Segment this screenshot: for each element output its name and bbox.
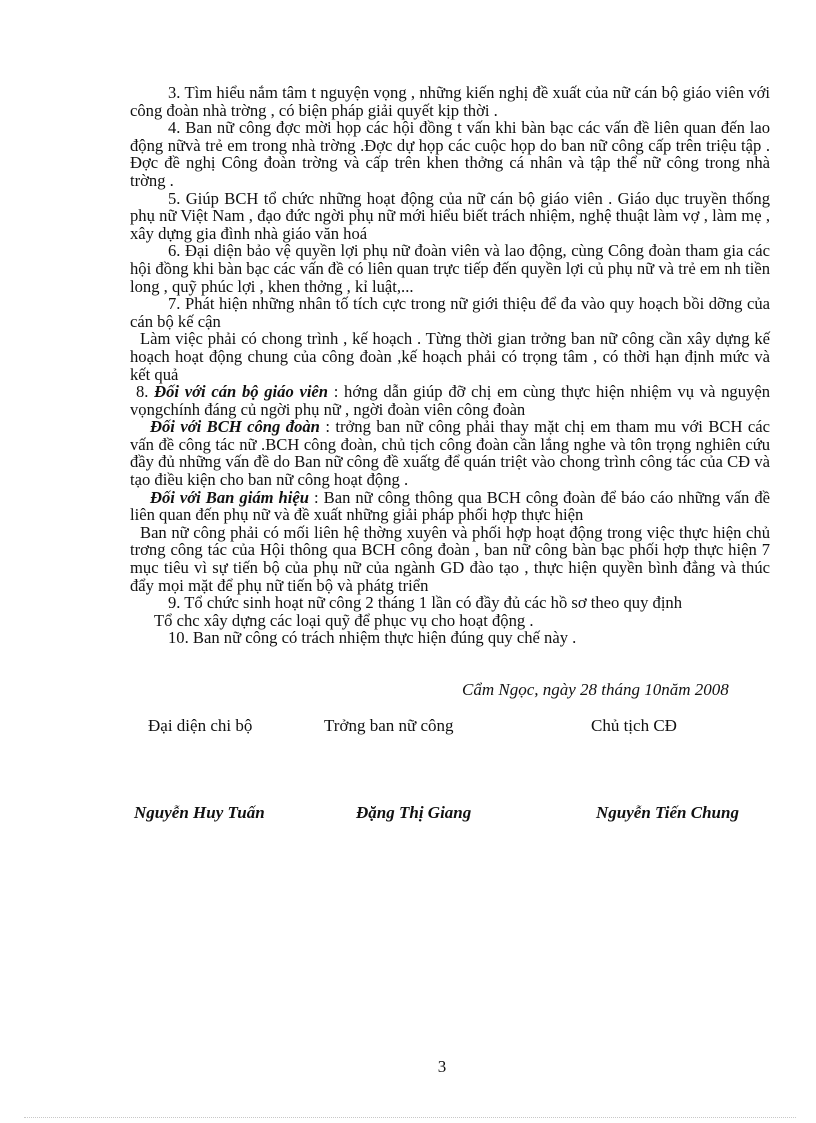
paragraph-item-4	[130, 119, 770, 189]
paragraph-text: Làm việc phải có chong trình , kế hoạch . Từng thời gian trởng ban nữ công cần xây dựng kế hoạch hoạt động chung của công đoàn ,kế hoạch phải có trọng tâm , có thời hạn định mức và kết quả	[130, 329, 770, 384]
paragraph-text: Tổ chc xây dựng các loại quỹ để phục vụ cho hoạt động .	[154, 610, 534, 630]
paragraph-lead: Đối với Ban giám hiệu	[150, 487, 309, 507]
paragraph-item-8	[130, 383, 770, 418]
paragraph-text: : trởng ban nữ công phải thay mặt chị em tham mu với BCH các vấn đề công tác nữ .BCH công đoàn, chủ tịch công đoàn cần lắng nghe và tôn trọng nghiên cứu đầy đủ những vấn đề do Ban nữ công đề xuấtg để quán triệt vào chong trình công tác của CĐ và tạo điều kiện cho ban nữ công hoạt động .	[130, 417, 770, 490]
paragraph-item-10	[130, 629, 770, 647]
signature-name-union-chair: Nguyễn Tiến Chung	[596, 803, 739, 822]
paragraph-text: Ban nữ công phải có mối liên hệ thờng xuyên và phối hợp hoạt động trong việc thực hiện chủ trơng công tác của Hội thông qua BCH công đoàn , ban nữ công bàn bạc phối hợp thực hiện 7 mục tiêu vì sự tiến bộ của phụ nữ của ngành GD đào tạo , thực hiện quyền bình đẳng và thúc đẩy mọi mặt để phụ nữ tiến bộ và phátg triển	[130, 522, 770, 595]
signature-name-party: Nguyễn Huy Tuấn	[134, 803, 265, 822]
paragraph-item-6	[130, 242, 770, 295]
paragraph-text: 4. Ban nữ công đợc mời họp các hội đồng t vấn khi bàn bạc các vấn đề liên quan đến lao động nữvà trẻ em trong nhà trờng .Đợc dự họp các cuộc họp do ban nữ công cấp trên triệu tập . Đợc đề nghị Công đoàn trờng và cấp trên khen thởng cá nhân và tập thể nữ công trong nhà trờng .	[130, 118, 770, 190]
date-line: Cẩm Ngọc, ngày 28 tháng 10năm 2008	[462, 680, 729, 699]
paragraph-board	[130, 489, 770, 524]
paragraph-text: 7. Phát hiện những nhân tố tích cực trong nữ giới thiệu để đa vào quy hoạch bồi dỡng của cán bộ kế cận	[130, 294, 770, 331]
paragraph-text: 5. Giúp BCH tổ chức những hoạt động của nữ cán bộ giáo viên . Giáo dục truyền thống phụ nữ Việt Nam , đạo đức ngời phụ nữ mới hiểu biết trách nhiệm, nghệ thuật làm vợ , làm mẹ , xây dựng gia đình nhà giáo văn hoá	[130, 188, 770, 243]
paragraph-item-3	[130, 84, 770, 119]
paragraph-prefix: 8.	[136, 382, 155, 402]
paragraph-coordination	[130, 524, 770, 594]
paragraph-bch	[130, 418, 770, 488]
paragraph-item-9	[130, 594, 770, 612]
paragraph-text: : Ban nữ công thông qua BCH công đoàn để báo cáo những vấn đề liên quan đến phụ nữ và đề xuất những giải pháp phối hợp thực hiện	[130, 487, 770, 525]
page-number: 3	[437, 1057, 447, 1076]
page-bottom-divider	[24, 1117, 796, 1118]
paragraph-text: 10. Ban nữ công có trách nhiệm thực hiện đúng quy chế này .	[168, 628, 577, 648]
paragraph-item-7	[130, 295, 770, 330]
paragraph-text: 6. Đại diện bảo vệ quyền lợi phụ nữ đoàn viên và lao động, cùng Công đoàn tham gia các hội đồng khi bàn bạc các vấn đề có liên quan trực tiếp đến quyền lợi củ phụ nữ và trẻ em nh tiền long , quỹ phúc lợi , khen thởng , kỉ luật,...	[130, 241, 770, 296]
paragraph-text: 9. Tổ chức sinh hoạt nữ công 2 tháng 1 lần có đầy đủ các hồ sơ theo quy định	[168, 593, 683, 613]
paragraph-text: 3. Tìm hiểu nắm tâm t nguyện vọng , những kiến nghị đề xuất của nữ cán bộ giáo viên với công đoàn nhà trờng , có biện pháp giải quyết kịp thời .	[130, 83, 770, 120]
signature-title-women-committee: Trởng ban nữ công	[324, 716, 454, 735]
paragraph-work-plan	[130, 330, 770, 383]
paragraph-lead: Đối với BCH công đoàn	[150, 417, 320, 437]
document-body	[130, 84, 770, 647]
signature-title-union-chair: Chủ tịch CĐ	[591, 716, 677, 735]
paragraph-item-5	[130, 190, 770, 243]
paragraph-fund	[130, 612, 770, 630]
signature-title-party: Đại diện chi bộ	[148, 716, 253, 735]
paragraph-lead: Đối với cán bộ giáo viên	[154, 382, 329, 402]
paragraph-text: : hớng dẫn giúp đỡ chị em cùng thực hiện nhiệm vụ và nguyện vọngchính đáng củ ngời phụ nữ , ngời đoàn viên công đoàn	[130, 382, 770, 419]
signature-name-women-committee: Đặng Thị Giang	[356, 803, 472, 822]
